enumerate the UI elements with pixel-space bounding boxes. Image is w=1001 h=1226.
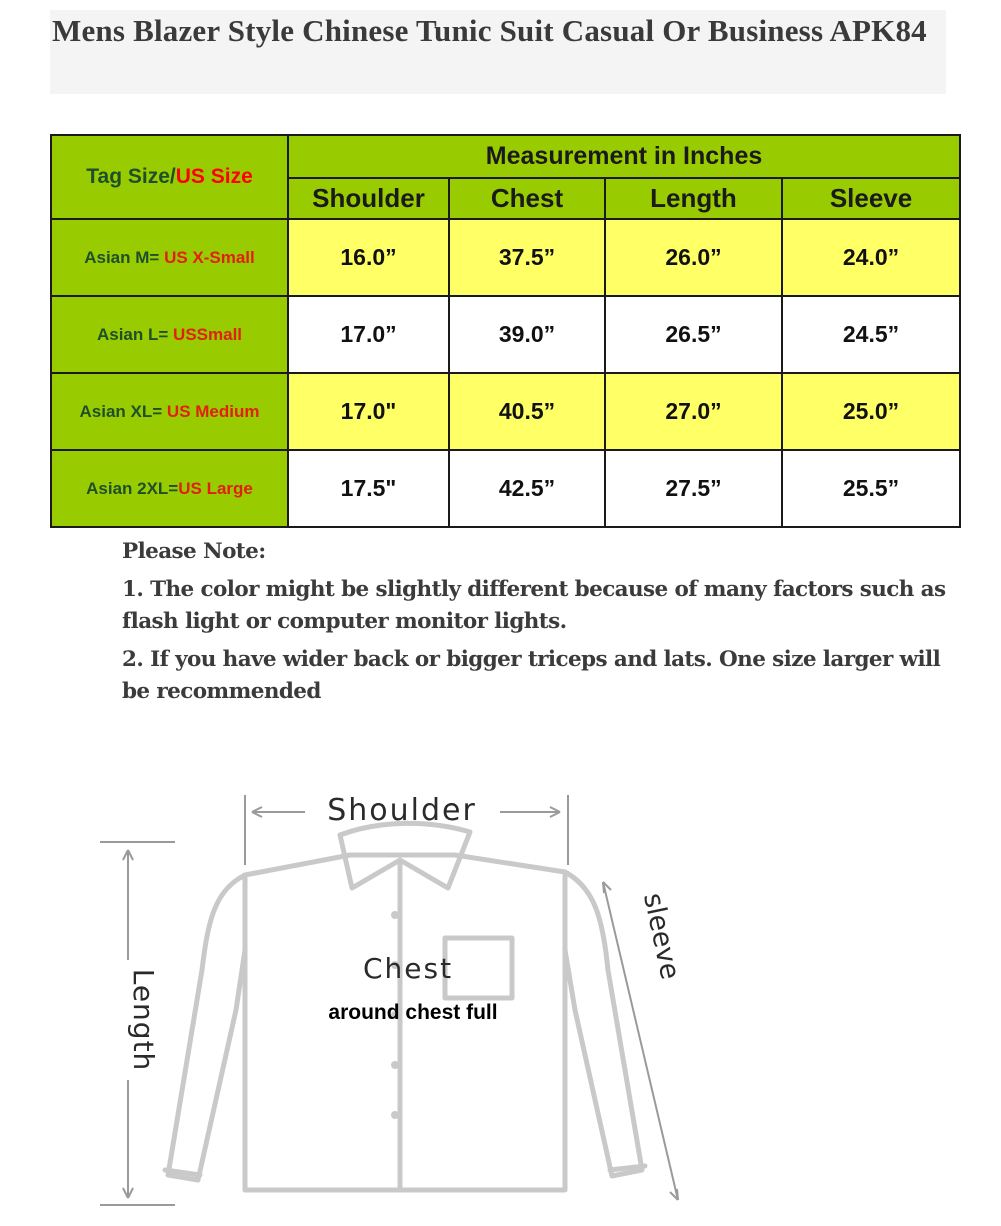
shoulder-value: 17.5" — [288, 450, 449, 527]
chest-value: 39.0” — [449, 296, 605, 373]
table-row — [51, 373, 960, 450]
us-size-header-text: US Size — [175, 165, 253, 188]
asian-size: Asian 2XL= — [86, 478, 179, 498]
size-label-cell — [51, 296, 288, 373]
shoulder-value: 16.0” — [288, 219, 449, 296]
note-color: 1. The color might be slightly different because of many factors such as flash light or computer monitor lights. — [122, 577, 946, 634]
length-value: 26.0” — [605, 219, 782, 296]
page-title: Mens Blazer Style Chinese Tunic Suit Casual Or Business APK84 — [52, 13, 927, 48]
sleeve-value: 25.5” — [782, 450, 960, 527]
us-size: US Large — [178, 478, 253, 498]
chest-value: 42.5” — [449, 450, 605, 527]
tag-size-header-text: Tag Size/ — [86, 165, 176, 188]
table-row — [51, 450, 960, 527]
size-label-cell — [51, 450, 288, 527]
us-size: US X-Small — [164, 247, 255, 267]
chest-value: 37.5” — [449, 219, 605, 296]
chest-label: Chest — [362, 952, 454, 985]
sleeve-label: sleeve — [637, 890, 686, 983]
chest-value: 40.5” — [449, 373, 605, 450]
us-size: US Medium — [166, 401, 260, 421]
length-value: 27.5” — [605, 450, 782, 527]
length-value: 27.0” — [605, 373, 782, 450]
us-size: USSmall — [173, 324, 243, 344]
shoulder-value: 17.0" — [288, 373, 449, 450]
table-row — [51, 219, 960, 296]
length-label: Length — [127, 968, 160, 1072]
length-value: 26.5” — [605, 296, 782, 373]
sleeve-value: 24.5” — [782, 296, 960, 373]
shoulder-value: 17.0” — [288, 296, 449, 373]
sleeve-value: 24.0” — [782, 219, 960, 296]
size-chart-table — [50, 134, 961, 528]
chest-note-label: around chest full — [328, 1001, 498, 1024]
tag-size-header — [51, 135, 288, 219]
size-label-cell — [51, 219, 288, 296]
notes-section — [122, 536, 962, 708]
shirt-measurement-diagram — [0, 770, 1001, 1226]
column-header-shoulder: Shoulder — [288, 178, 449, 219]
table-row — [51, 296, 960, 373]
shoulder-label: Shoulder — [327, 793, 477, 828]
asian-size: Asian XL= — [79, 401, 163, 421]
asian-size: Asian M= — [84, 247, 160, 267]
column-header-length: Length — [605, 178, 782, 219]
column-header-sleeve: Sleeve — [782, 178, 960, 219]
sleeve-value: 25.0” — [782, 373, 960, 450]
column-header-chest: Chest — [449, 178, 605, 219]
asian-size: Asian L= — [96, 324, 169, 344]
measurement-header: Measurement in Inches — [288, 135, 960, 178]
notes-heading: Please Note: — [122, 539, 266, 564]
note-size: 2. If you have wider back or bigger triceps and lats. One size larger will be recommended — [122, 647, 941, 704]
size-label-cell — [51, 373, 288, 450]
